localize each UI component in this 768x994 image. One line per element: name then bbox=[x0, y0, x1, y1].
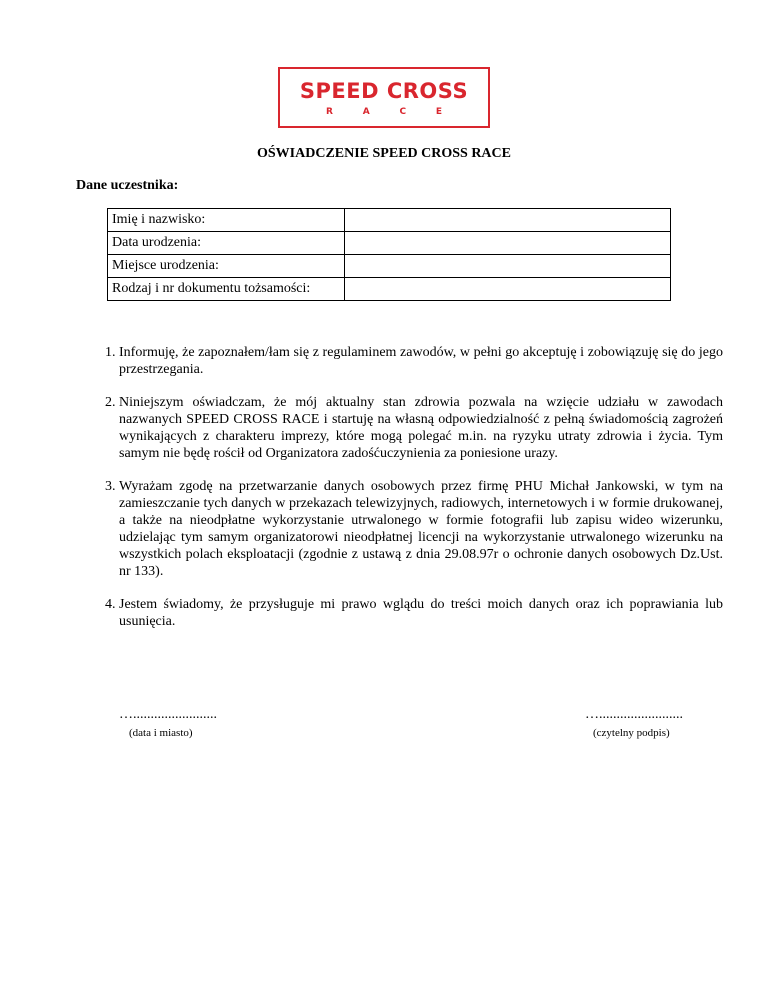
signature-caption: (czytelny podpis) bbox=[593, 727, 670, 739]
document-title: OŚWIADCZENIE SPEED CROSS RACE bbox=[256, 146, 511, 161]
declaration-clauses bbox=[92, 344, 723, 646]
logo-main-text: SPEED CROSS bbox=[299, 79, 469, 103]
field-label: Imię i nazwisko: bbox=[108, 209, 345, 232]
clause-item: 1. Informuję, że zapoznałem/łam się z regulaminem zawodów, w pełni go akceptuję i zobowiązuję się do jego przestrzegania. bbox=[119, 344, 723, 378]
date-place-signature-line[interactable]: …........................ bbox=[119, 707, 217, 722]
logo-letter: C bbox=[399, 107, 407, 117]
table-row bbox=[108, 255, 671, 278]
logo-sub-text bbox=[326, 107, 442, 117]
field-label: Miejsce urodzenia: bbox=[108, 255, 345, 278]
table-row bbox=[108, 232, 671, 255]
logo-letter: E bbox=[435, 107, 442, 117]
clause-item: 2. Niniejszym oświadczam, że mój aktualny stan zdrowia pozwala na wzięcie udziału w zawodach nazwanych SPEED CROSS RACE i startuję na własną odpowiedzialność z pełną świadomością zagrożeń wynikających z charakteru imprezy, które mogą polegać m.in. na ryzyku utraty zdrowia i życia. Tym samym nie będę rościł od Organizatora zadośćuczynienia za poniesione urazy. bbox=[119, 394, 723, 462]
date-place-caption: (data i miasto) bbox=[129, 727, 193, 739]
id-document-field[interactable] bbox=[345, 278, 671, 301]
signature-line[interactable]: …........................ bbox=[585, 707, 683, 722]
logo-letter: R bbox=[326, 107, 333, 117]
clause-item: 3. Wyrażam zgodę na przetwarzanie danych osobowych przez firmę PHU Michał Jankowski, w tym na zamieszczanie tych danych w przekazach telewizyjnych, radiowych, internetowych i w formie drukowanej, a także na nieodpłatne wykorzystanie utrwalonego w formie fotografii lub zapisu wideo wizerunku, udzielając tym samym organizatorowi nieodpłatnej licencji na wykorzystanie utrwalonego wizerunku na wszystkich polach eksploatacji (zgodnie z ustawą z dnia 29.08.97r o ochronie danych osobowych Dz.Ust. nr 133). bbox=[119, 478, 723, 580]
clause-item: 4. Jestem świadomy, że przysługuje mi prawo wglądu do treści moich danych oraz ich poprawiania lub usunięcia. bbox=[119, 596, 723, 630]
speed-cross-logo bbox=[278, 67, 490, 128]
birth-place-field[interactable] bbox=[345, 255, 671, 278]
name-field[interactable] bbox=[345, 209, 671, 232]
section-heading: Dane uczestnika: bbox=[76, 178, 179, 193]
birth-date-field[interactable] bbox=[345, 232, 671, 255]
table-row bbox=[108, 209, 671, 232]
table-row bbox=[108, 278, 671, 301]
participant-table bbox=[107, 208, 671, 301]
field-label: Rodzaj i nr dokumentu tożsamości: bbox=[108, 278, 345, 301]
logo-letter: A bbox=[362, 107, 370, 117]
field-label: Data urodzenia: bbox=[108, 232, 345, 255]
